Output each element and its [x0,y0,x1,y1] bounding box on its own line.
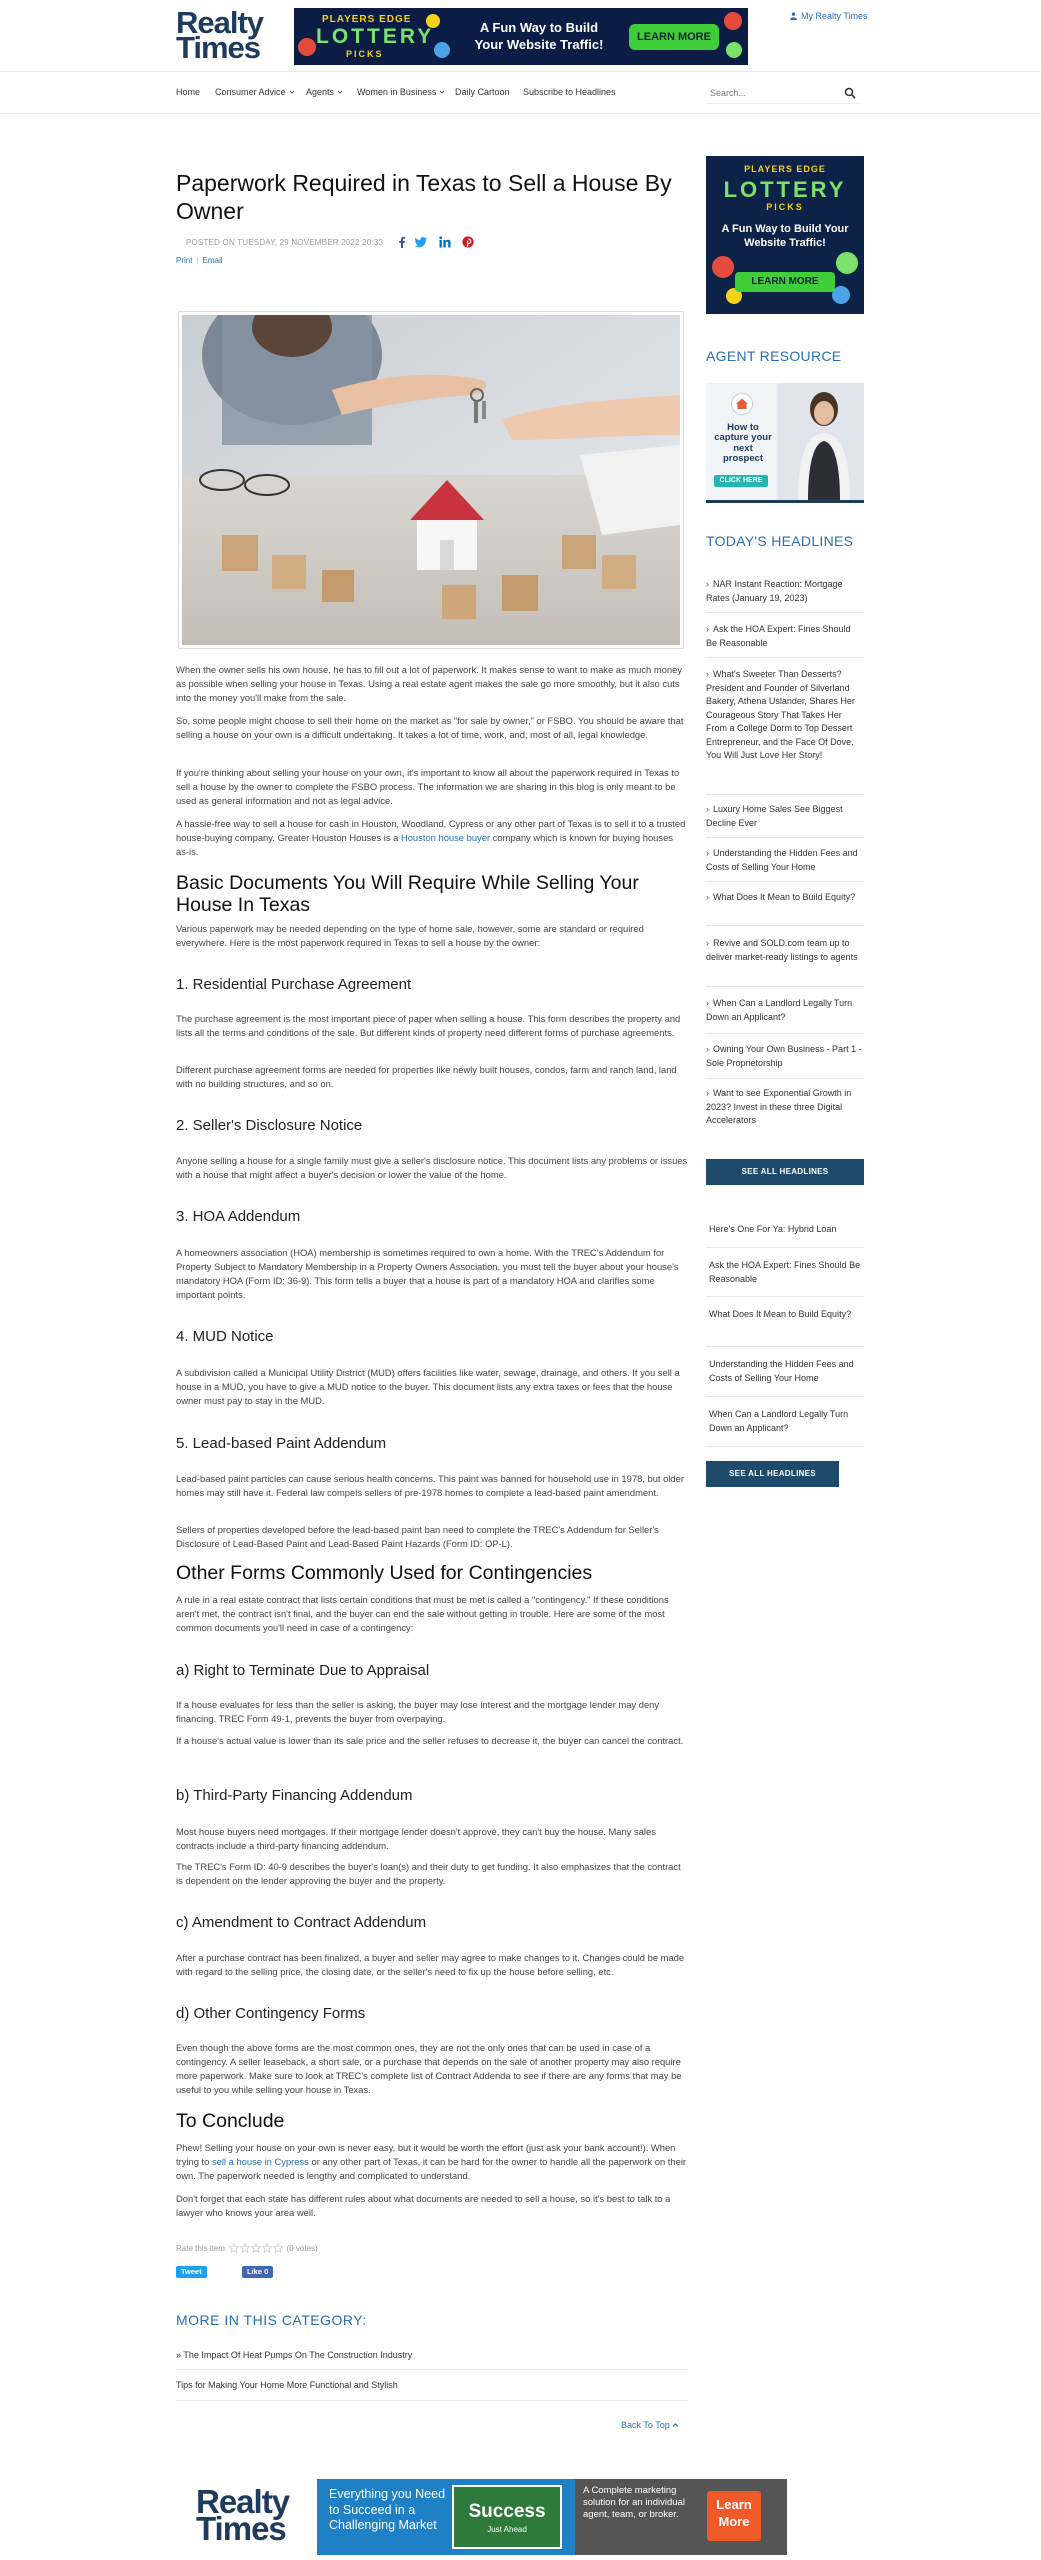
nav-label: Home [176,87,201,97]
chevron-down-icon [439,89,445,95]
rate-label: Rate this item [176,2244,225,2253]
facebook-like-button[interactable]: Like 0 [242,2266,273,2278]
headline-link[interactable] [706,578,864,605]
side-ad-text: A Fun Way to Build Your Website Traffic! [721,223,849,250]
headline-text: What Does It Mean to Build Equity? [713,892,856,902]
headline-text: Owning Your Own Business - Part 1 - Sole Proprietorship [706,1044,862,1068]
chevron-right-icon: › [706,669,709,679]
headline-link[interactable]: Ask the HOA Expert: Fines Should Be Reasonable [709,1260,861,1284]
divider [706,881,864,882]
agent-resource-heading: AGENT RESOURCE [706,348,842,364]
back-to-top-label: Back To Top [621,2420,670,2430]
headline-text: NAR Instant Reaction: Mortgage Rates (January 19, 2023) [706,579,843,603]
headline-text: Want to see Exponential Growth in 2023? Invest in these three Digital Accelerators [706,1088,852,1125]
twitter-icon[interactable] [415,236,427,248]
nav-label: Subscribe to Headlines [523,87,616,97]
divider [706,612,864,613]
nav-label: Women in Business [357,87,437,97]
footer-logo[interactable] [196,2483,290,2548]
star-icon[interactable] [240,2243,250,2253]
text: A hassle-free way to sell a house for cash in Houston, Woodland, Cypress or any other part of Texas is to sell it to a trusted house-buying company. Greater Houston Houses is a [176,818,686,844]
star-icon[interactable] [273,2243,283,2253]
chevron-right-icon: › [706,848,709,858]
headline-text: What's Sweeter Than Desserts? President and Founder of Silverland Bakery, Athena Uslander, Shares Her Courageous Story That Takes Her From a College Dorm to Top Dessert Entrepreneur, and the Face Of Dove. You Will Just Love Her Story! [706,669,855,760]
divider [706,794,864,795]
subsection-heading: 2. Seller's Disclosure Notice [176,1117,363,1134]
agent-woman-photo [778,383,864,500]
logo-line-1: Realty [176,5,264,40]
sign-subtitle: Just Ahead [487,2525,527,2534]
paragraph [176,817,688,859]
paragraph: If a house's actual value is lower than its sale price and the seller refuses to decrease it, the buyer can cancel the contract. [176,1735,684,1746]
headline-link[interactable]: Understanding the Hidden Fees and Costs of Selling Your Home [709,1359,854,1383]
text: company which is known for buying houses as-is. [176,832,673,858]
headline-link[interactable] [706,847,864,874]
footer-learn-more-button[interactable]: Learn More [707,2491,761,2541]
ball-icon [434,42,450,58]
divider [176,2400,688,2401]
sell-house-cypress-link[interactable]: sell a house in Cypress [211,2156,309,2168]
back-to-top-link[interactable] [621,2420,679,2430]
subsection-heading: 3. HOA Addendum [176,1208,301,1225]
nav-item-home[interactable] [176,87,200,97]
paragraph: After a purchase contract has been finalized, a buyer and seller may agree to make changes to it. Changes could be made with regard to the selling price, the closing date, or the seller's need to fix up the house before selling, etc. [176,1952,685,1978]
divider [706,657,864,658]
article-hero-image [178,311,684,649]
section-heading: To Conclude [176,2110,285,2132]
house-icon [731,393,753,415]
subsection-heading: a) Right to Terminate Due to Appraisal [176,1662,430,1679]
nav-label: Agents [306,87,335,97]
tweet-button[interactable]: Tweet [176,2266,207,2278]
chevron-up-icon [672,2422,679,2428]
paragraph: Anyone selling a house for a single family must give a seller's disclosure notice. This document lists any problems or issues with a house that might affect a buyer's decision or lower the value of the home. [176,1155,688,1181]
more-item-link[interactable]: » The Impact Of Heat Pumps On The Construction Industry [176,2350,413,2360]
ball-icon [724,12,742,30]
my-account-label: My Realty Times [801,11,868,21]
divider [706,1247,864,1248]
divider [706,1346,864,1347]
headline-text: Revive and SOLD.com team up to deliver market-ready listings to agents [706,938,858,962]
side-ad-subtitle: PICKS [766,202,804,212]
nav-item-consumer-advice[interactable] [215,87,295,97]
agent-resource-ad[interactable] [706,383,864,503]
paragraph: Various paperwork may be needed depending on the type of home sale, however, some are standard or required everywhere. Here is the most paperwork required in Texas to sell a house by the owner: [176,923,644,949]
separator: | [196,256,199,265]
section-heading: Other Forms Commonly Used for Contingencies [176,1562,593,1584]
paragraph: A homeowners association (HOA) membership is sometimes required to own a home. With the TREC's Addendum for Property Subject to Mandatory Membership in a Property Owners Association, you must tell the buyer about your house's mandatory HOA (Form ID: 36-9). This form tells a buyer that a house is part of a mandatory HOA and clarifies some important points. [176,1247,679,1301]
footer-banner-ad[interactable] [317,2479,787,2555]
todays-headlines-heading: TODAY'S HEADLINES [706,533,854,549]
search-input[interactable] [706,82,826,104]
headline-link[interactable]: What Does It Mean to Build Equity? [709,1309,852,1319]
site-header [0,0,1041,72]
section-heading: Basic Documents You Will Require While Selling Your House In Texas [176,872,639,917]
side-ad-learn-more-button[interactable]: LEARN MORE [735,272,835,292]
paragraph: Lead-based paint particles can cause serious health concerns. This paint was banned for household use in 1978, but older homes may still have it. Federal law compels sellers of pre-1978 homes to complete a lead-based paint amendment. [176,1473,684,1499]
article-title: Paperwork Required in Texas to Sell a House By Owner [176,170,672,224]
email-link[interactable]: Email [202,256,223,265]
chevron-right-icon: › [706,804,709,814]
headline-link[interactable]: When Can a Landlord Legally Turn Down an Applicant? [709,1409,849,1433]
divider [706,1296,864,1297]
ball-icon [298,38,316,56]
subsection-heading: d) Other Contingency Forms [176,2005,366,2022]
paragraph: Don't forget that each state has different rules about what documents are needed to sell a house, so it's best to talk to a lawyer who knows your area well. [176,2193,671,2219]
nav-label: Daily Cartoon [455,87,510,97]
agent-ad-click-here-button[interactable]: CLICK HERE [714,475,768,487]
subsection-heading: c) Amendment to Contract Addendum [176,1914,427,1931]
footer-ad-right-panel [575,2479,787,2555]
nav-item-daily-cartoon[interactable] [455,87,510,97]
paragraph: Most house buyers need mortgages. If their mortgage lender doesn't approve, they can't buy the house. Many sales contracts include a third-party financing addendum. [176,1826,656,1852]
user-icon [790,12,797,20]
chevron-right-icon: › [706,1044,709,1054]
search-box [706,82,860,104]
divider [706,986,864,987]
paragraph: A subdivision called a Municipal Utility District (MUD) offers facilities like water, sewage, drainage, and others. If you sell a house in a MUD, you have to give a MUD notice to the buyer. This document lists any extra taxes or fees that the house owner must pay to stay in the MUD. [176,1367,680,1407]
search-icon[interactable] [844,87,856,99]
more-in-category-heading: MORE IN THIS CATEGORY: [176,2312,367,2328]
chevron-down-icon [289,89,295,95]
rating-row [176,2243,318,2253]
divider [706,1446,864,1447]
banner-subtitle: PICKS [346,49,384,59]
text: Phew! Selling your house on your own is never easy, but it would be worth the effort (just ask your bank account!). When trying to [176,2142,676,2168]
paragraph: A rule in a real estate contract that lists certain conditions that must be met is called a "contingency." If these conditions aren't met, the contract isn't final, and the buyer can end the sale without getting in trouble. Here are some of the most common documents you'll need in case of a contingency: [176,1594,669,1634]
vote-count: (0 votes) [286,2244,318,2253]
paragraph: The TREC's Form ID: 40-9 describes the buyer's loan(s) and their duty to get funding. It also emphasizes that the contract is dependent on the lender approving the buyer and the property. [176,1861,681,1887]
paragraph: Sellers of properties developed before the lead-based paint ban need to complete the TREC's Addendum for Seller's Disclosure of Lead-Based Paint and Lead-Based Paint Hazards (Form ID: OP-L). [176,1524,659,1550]
text: or any other part of Texas, it can be hard for the owner to handle all the paperwork on their own. The paperwork needed is lengthy and complicated to understand. [176,2156,687,2182]
headline-link[interactable] [706,668,864,763]
paragraph: Different purchase agreement forms are needed for properties like newly built houses, condos, farm and ranch land, land with no building structures, and so on. [176,1064,677,1090]
divider [176,2369,688,2370]
see-all-headlines-button[interactable]: SEE ALL HEADLINES [706,1159,864,1185]
banner-text: A Fun Way to Build Your Website Traffic! [474,20,604,52]
success-sign [452,2485,562,2549]
ball-icon [836,252,858,274]
site-logo[interactable] [176,5,264,66]
footer-ad-description: A Complete marketing solution for an individual agent, team, or broker. [583,2485,685,2520]
headline-link[interactable] [706,623,864,650]
banner-learn-more-button[interactable]: LEARN MORE [629,24,719,50]
paragraph: If you're thinking about selling your house on your own, it's important to know all about the paperwork required in Texas to sell a house by the owner to complete the FSBO process. The information we are sharing in this blog is only meant to be used as general information and not as legal advice. [176,767,680,807]
print-email-row [176,256,223,265]
divider [706,1396,864,1397]
headline-text: Ask the HOA Expert: Fines Should Be Reasonable [706,624,851,648]
subsection-heading: b) Third-Party Financing Addendum [176,1787,413,1804]
paragraph [176,2141,688,2183]
sidebar-lottery-ad[interactable] [706,156,864,314]
see-all-headlines-button-secondary[interactable]: SEE ALL HEADLINES [706,1461,839,1487]
headline-link[interactable] [706,1087,864,1128]
footer-ad-text: Everything you Need to Succeed in a Challenging Market [329,2487,446,2533]
headline-text: Understanding the Hidden Fees and Costs of Selling Your Home [706,848,858,872]
chevron-right-icon: › [706,624,709,634]
nav-item-subscribe[interactable] [523,87,616,97]
headline-link[interactable] [706,891,864,905]
banner-brand: PLAYERS EDGE [322,14,412,25]
linkedin-icon[interactable] [439,236,451,248]
main-nav [0,72,1041,114]
star-icon[interactable] [229,2243,239,2253]
divider [706,837,864,838]
nav-item-women-in-business[interactable] [357,87,445,97]
divider [706,925,864,926]
headline-link[interactable] [706,937,864,964]
paragraph: If a house evaluates for less than the seller is asking, the buyer may lose interest and the mortgage lender may deny financing. TREC Form 49-1, prevents the buyer from overpaying. [176,1699,660,1725]
headline-link[interactable]: Here's One For Ya: Hybrid Loan [709,1224,837,1234]
pinterest-icon[interactable] [462,236,474,248]
hero-image-house-keys [182,315,680,645]
paragraph: Even though the above forms are the most common ones, they are not the only ones that can be used in case of a contingency. A seller leaseback, a short sale, or a purchase that depends on the sale of another property may also require more paperwork. Make sure to look at TREC's complete list of Contract Addenda to see if there are any forms that may be useful to you while selling your house in Texas. [176,2042,682,2096]
paragraph: The purchase agreement is the most important piece of paper when selling a house. This form describes the property and lists all the terms and conditions of the sale. But different kinds of property need different forms of purchase agreements. [176,1013,681,1039]
chevron-right-icon: › [706,1088,709,1098]
top-banner-ad[interactable] [294,8,748,65]
headline-link[interactable] [706,803,864,830]
houston-house-buyer-link[interactable]: Houston house buyer [400,832,491,844]
side-ad-title: LOTTERY [723,177,847,202]
chevron-right-icon: › [706,938,709,948]
my-realty-times-link[interactable] [790,11,868,21]
divider [706,1033,864,1034]
ball-icon [712,256,734,278]
chevron-right-icon: › [706,579,709,589]
logo-line-2: Times [196,2510,286,2548]
headline-text: When Can a Landlord Legally Turn Down an Applicant? [706,998,853,1022]
headline-link[interactable] [706,1043,864,1070]
subsection-heading: 4. MUD Notice [176,1328,274,1345]
star-icon[interactable] [262,2243,272,2253]
logo-line-1: Realty [196,2483,290,2520]
paragraph: So, some people might choose to sell their home on the market as "for sale by owner," or FSBO. You should be aware that selling a house on your own is a difficult undertaking. It takes a lot of time, work, and, most of all, legal knowledge. [176,715,684,741]
chevron-right-icon: › [706,892,709,902]
logo-line-2: Times [176,30,261,66]
nav-label: Consumer Advice [215,87,286,97]
subsection-heading: 5. Lead-based Paint Addendum [176,1435,387,1452]
facebook-icon[interactable] [396,236,408,248]
paragraph: When the owner sells his own house, he has to fill out a lot of paperwork. It makes sense to want to make as much money as possible when selling your house in Texas. Using a real estate agent makes the sale go more smoothly, but it also cuts into the money you'll make from the sale. [176,664,682,704]
more-item-link[interactable]: Tips for Making Your Home More Functional and Stylish [176,2380,398,2390]
article-meta: POSTED ON TUESDAY, 29 NOVEMBER 2022 20:33 [186,238,384,247]
subsection-heading: 1. Residential Purchase Agreement [176,976,412,993]
chevron-down-icon [337,89,343,95]
side-ad-brand: PLAYERS EDGE [744,164,826,174]
sign-title: Success [468,2501,546,2522]
headline-link[interactable] [706,997,864,1024]
ball-icon [726,42,742,58]
print-link[interactable]: Print [176,256,193,265]
agent-ad-text: How to capture your next prospect [714,422,772,465]
headline-text: Luxury Home Sales See Biggest Decline Ever [706,804,843,828]
chevron-right-icon: › [706,998,709,1008]
divider [706,1078,864,1079]
nav-item-agents[interactable] [306,87,343,97]
banner-title: LOTTERY [316,25,435,48]
star-icon[interactable] [251,2243,261,2253]
